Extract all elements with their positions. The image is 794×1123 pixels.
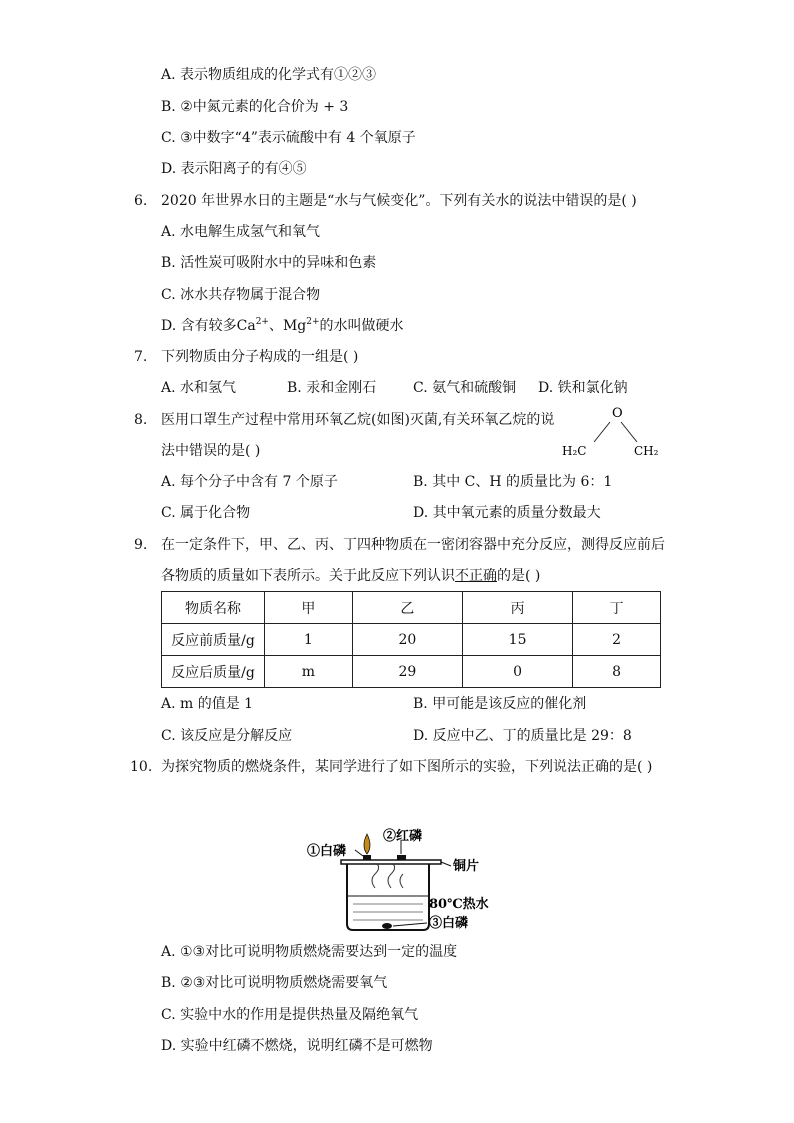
label-white-phosphorus-3: ③白磷 [429,916,469,931]
q7-option-a: A. 水和氢气 [161,380,237,396]
table-cell: 2 [573,624,661,656]
steam-icon [388,864,395,888]
q7-option-c: C. 氨气和硫酸铜 [413,380,517,396]
q6-stem: 2020 年世界水日的主题是“水与气候变化”。下列有关水的说法中错误的是( ) [161,193,637,209]
q10-number: 10. [130,759,153,775]
table-cell: 1 [265,624,353,656]
q10-option-c: C. 实验中水的作用是提供热量及隔绝氧气 [161,1007,419,1023]
q6-option-d-pre: D. 含有较多Ca [161,318,256,334]
q5-option-d: D. 表示阳离子的有④⑤ [161,161,307,177]
q7-number: 7. [134,349,148,365]
q5-option-c: C. ③中数字“4”表示硫酸中有 4 个氧原子 [161,130,416,146]
q6-mg-charge: 2+ [306,317,320,327]
table-cell: 29 [352,656,462,688]
q6-ca-charge: 2+ [255,317,269,327]
table-header-cell: 丁 [573,592,661,624]
q9-option-d: D. 反应中乙、丁的质量比是 29：8 [413,728,632,744]
copper-plate [341,860,441,864]
q7-option-b: B. 汞和金刚石 [287,380,377,396]
q10-option-b: B. ②③对比可说明物质燃烧需要氧气 [161,975,388,991]
q10-option-d: D. 实验中红磷不燃烧，说明红磷不是可燃物 [161,1038,433,1054]
o-left-bond [594,422,610,442]
mass-table [161,591,661,688]
q6-option-c: C. 冰水共存物属于混合物 [161,287,321,303]
label-red-phosphorus: ②红磷 [383,829,423,844]
q5-option-b: B. ②中氮元素的化合价为 + 3 [161,99,349,115]
label1-leader [355,850,363,856]
steam-icon [400,874,403,888]
q9-option-a: A. m 的值是 1 [161,696,254,712]
q8-option-a: A. 每个分子中含有 7 个原子 [161,474,338,490]
q6-number: 6. [134,193,148,209]
combustion-experiment-figure [305,826,495,936]
q10-option-a: A. ①③对比可说明物质燃烧需要达到一定的温度 [161,944,458,960]
q9-stem-line2-post: 的是( ) [497,568,541,584]
o-right-bond [621,422,637,442]
table-header-cell: 丙 [462,592,572,624]
table-cell: 反应前质量/g [162,624,265,656]
table-cell: 15 [462,624,572,656]
q6-option-d-mid: 、Mg [268,318,307,334]
q6-option-d [161,317,404,335]
white-phosphorus-1 [363,855,371,860]
q7-stem: 下列物质由分子构成的一组是( ) [161,349,359,365]
label-copper-plate: 铜片 [453,859,480,874]
q8-stem-line1: 医用口罩生产过程中常用环氧乙烷(如图)灭菌,有关环氧乙烷的说 [161,412,555,428]
q6-option-b: B. 活性炭可吸附水中的异味和色素 [161,255,377,271]
q9-stem-line2-pre: 各物质的质量如下表所示。关于此反应下列认识 [161,568,455,584]
q9-stem-line1: 在一定条件下，甲、乙、丙、丁四种物质在一密闭容器中充分反应，测得反应前后 [161,537,665,553]
q9-option-b: B. 甲可能是该反应的催化剂 [413,696,587,712]
table-cell: 反应后质量/g [162,656,265,688]
q6-option-a: A. 水电解生成氢气和氧气 [161,224,321,240]
table-header-cell: 乙 [352,592,462,624]
copper-leader [441,862,451,866]
table-row [162,656,661,688]
q7-option-d: D. 铁和氯化钠 [538,380,628,396]
table-header-cell: 物质名称 [162,592,265,624]
q10-stem: 为探究物质的燃烧条件，某同学进行了如下图所示的实验，下列说法正确的是( ) [161,759,653,775]
table-cell: 0 [462,656,572,688]
table-row [162,624,661,656]
right-ch2-label: CH₂ [634,444,659,458]
table-header-cell: 甲 [265,592,353,624]
table-cell: 8 [573,656,661,688]
q8-stem-line2: 法中错误的是( ) [161,443,261,459]
red-phosphorus [397,855,406,860]
q9-option-c: C. 该反应是分解反应 [161,728,293,744]
flame-icon [364,834,370,854]
table-cell: m [265,656,353,688]
q5-option-a: A. 表示物质组成的化学式有①②③ [161,67,377,83]
q6-option-d-post: 的水叫做硬水 [319,318,404,334]
left-ch2-label: H₂C [562,444,587,458]
q9-number: 9. [134,537,148,553]
q8-option-b: B. 其中 C、H 的质量比为 6：1 [413,474,613,490]
white-phosphorus-3 [382,923,392,929]
oxygen-atom-label: O [612,406,623,421]
q8-number: 8. [134,412,148,428]
q9-stem-underlined: 不正确 [455,568,497,584]
label3-leader [393,923,427,926]
ethylene-oxide-structure [560,402,670,464]
label-hot-water: 80℃热水 [429,897,489,912]
q9-stem-line2 [161,567,540,585]
table-header-row [162,592,661,624]
q8-option-d: D. 其中氧元素的质量分数最大 [413,505,601,521]
steam-icon [372,864,379,888]
label-white-phosphorus-1: ①白磷 [307,844,347,859]
table-cell: 20 [352,624,462,656]
q8-option-c: C. 属于化合物 [161,505,251,521]
